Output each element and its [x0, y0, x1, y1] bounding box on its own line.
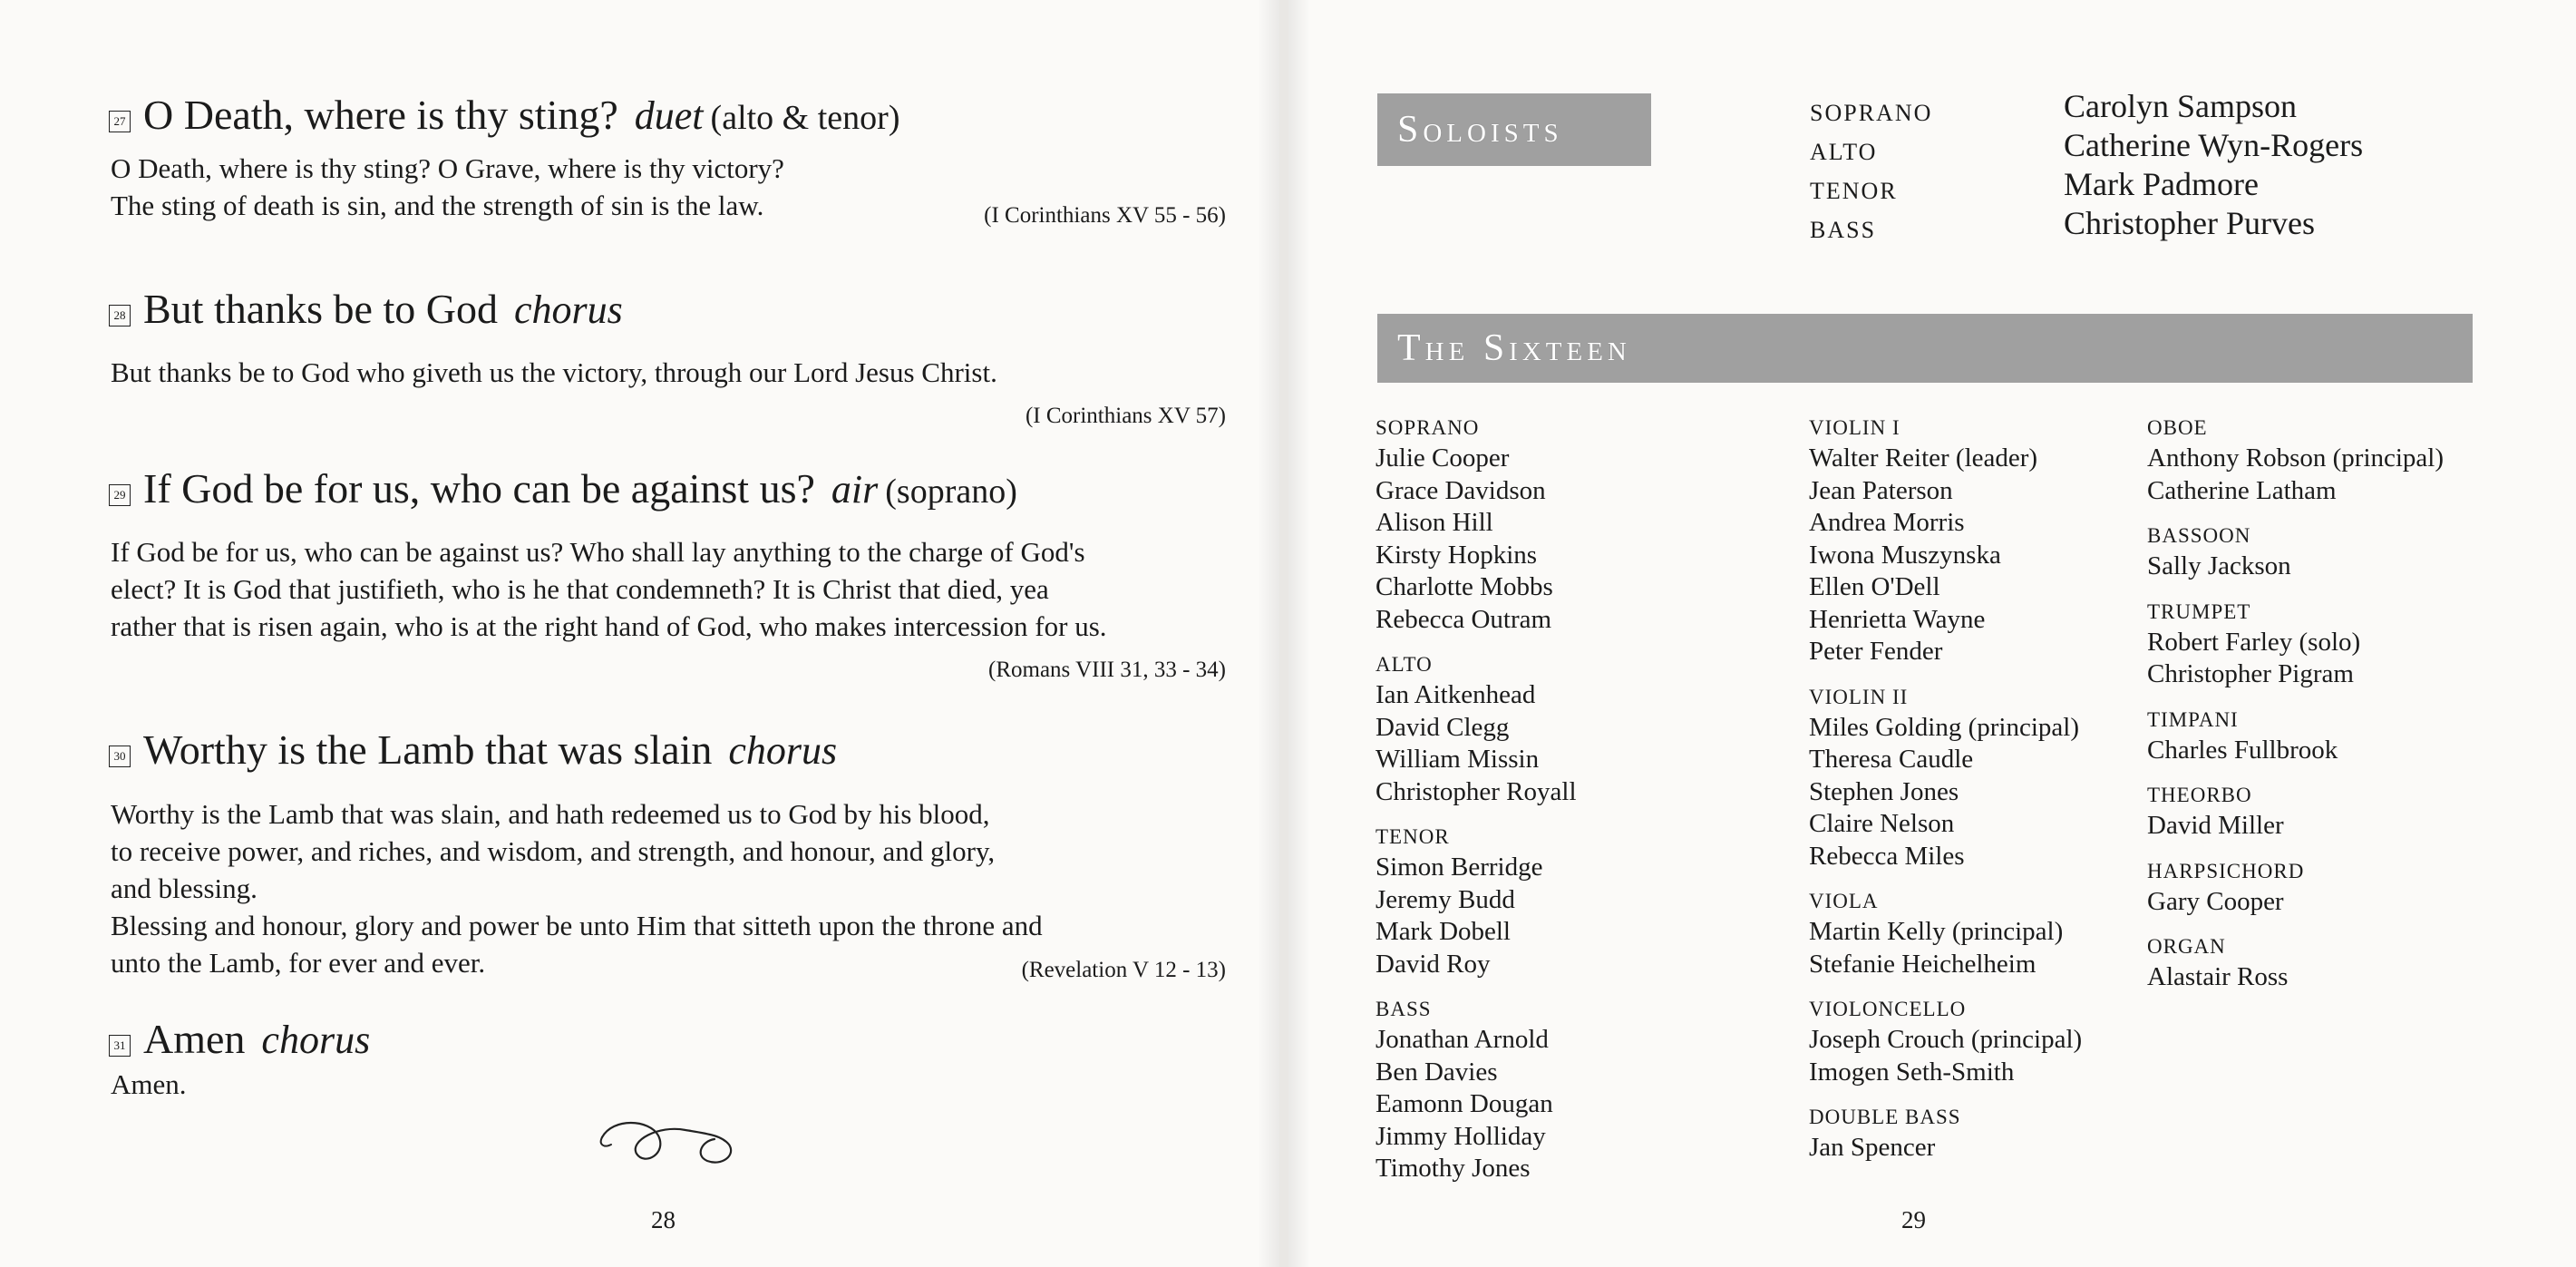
movement-kind: chorus	[261, 1018, 371, 1062]
performer-name: Alison Hill	[1375, 508, 1493, 537]
performer-name: Walter Reiter (leader)	[1809, 443, 2038, 473]
roster-section	[1809, 994, 2082, 1088]
movement-title: Amen	[143, 1016, 246, 1062]
performer-name: Ellen O'Dell	[1809, 572, 1940, 601]
roster-section	[1809, 886, 2082, 980]
movement-title: O Death, where is thy sting?	[143, 92, 618, 138]
section-heading: BASSOON	[2147, 524, 2251, 547]
performer-name: Simon Berridge	[1375, 853, 1543, 882]
roster-section	[2147, 705, 2444, 767]
performer-name: Grace Davidson	[1375, 475, 1546, 505]
performer-name: Charlotte Mobbs	[1375, 572, 1553, 601]
soloists-banner	[1377, 93, 1651, 166]
performer-name: Jonathan Arnold	[1375, 1025, 1549, 1054]
movement-text	[111, 1066, 1226, 1103]
movement-voices: (alto & tenor)	[710, 99, 900, 137]
section-heading: ALTO	[1375, 653, 1433, 676]
movement-text	[111, 533, 1226, 682]
page-number: 28	[651, 1206, 676, 1233]
scripture-reference: (I Corinthians XV 55 - 56)	[984, 203, 1226, 228]
performer-name: Ben Davies	[1375, 1057, 1498, 1087]
section-heading: THEORBO	[2147, 784, 2252, 806]
soloist-voice: SOPRANO	[1810, 100, 1933, 126]
performer-name: David Clegg	[1375, 712, 1510, 742]
performer-name: David Roy	[1375, 949, 1491, 979]
movement-number: 30	[109, 746, 131, 767]
roster-section	[1375, 413, 1577, 636]
ensemble-column-voices	[1375, 413, 1577, 1199]
performer-name: Christopher Pigram	[2147, 659, 2354, 688]
ensemble-banner	[1377, 314, 2473, 383]
text-line: Worthy is the Lamb that was slain, and hath redeemed us to God by his blood,	[111, 798, 990, 830]
performer-name: Sally Jackson	[2147, 551, 2291, 580]
performer-name: Claire Nelson	[1809, 809, 1955, 838]
movement-heading	[109, 465, 1017, 512]
section-heading: TENOR	[1375, 825, 1450, 848]
roster-section	[2147, 856, 2444, 919]
scripture-reference: (I Corinthians XV 57)	[1025, 404, 1226, 428]
performer-name: Ian Aitkenhead	[1375, 680, 1536, 709]
section-heading: VIOLIN I	[1809, 416, 1900, 439]
performer-name: Mark Dobell	[1375, 917, 1511, 946]
movement-heading	[109, 726, 838, 773]
section-heading: VIOLONCELLO	[1809, 998, 1967, 1020]
roster-section	[1375, 649, 1577, 808]
movement-voices: (soprano)	[885, 473, 1017, 511]
left-page	[0, 0, 1279, 1267]
performer-name: Rebecca Outram	[1375, 604, 1552, 634]
soloist-voice: TENOR	[1810, 178, 1898, 204]
movement-kind: chorus	[513, 288, 623, 332]
text-line: rather that is risen again, who is at the right hand of God, who makes intercession for us.	[111, 610, 1107, 642]
section-heading: VIOLA	[1809, 890, 1879, 912]
roster-section	[1375, 822, 1577, 980]
movement-heading	[109, 94, 899, 136]
section-heading: ORGAN	[2147, 935, 2226, 958]
performer-name: William Missin	[1375, 745, 1540, 774]
performer-name: Jimmy Holliday	[1375, 1121, 1546, 1151]
text-line: and blessing.	[111, 872, 258, 904]
performer-name: Jeremy Budd	[1375, 884, 1515, 914]
soloist-voice: ALTO	[1810, 139, 1878, 165]
performer-name: Imogen Seth-Smith	[1809, 1057, 2015, 1087]
performer-name: Theresa Caudle	[1809, 745, 1974, 774]
performer-name: Joseph Crouch (principal)	[1809, 1025, 2083, 1054]
soloist-name: Mark Padmore	[2064, 166, 2259, 202]
section-heading: SOPRANO	[1375, 416, 1480, 439]
roster-section	[2147, 597, 2444, 691]
page-number: 29	[1901, 1206, 1926, 1233]
text-line: to receive power, and riches, and wisdom, and strength, and honour, and glory,	[111, 835, 996, 867]
section-heading: BASS	[1375, 998, 1432, 1020]
performer-name: Jean Paterson	[1809, 475, 1953, 505]
performer-name: Miles Golding (principal)	[1809, 712, 2080, 742]
performer-name: Stephen Jones	[1809, 776, 1959, 806]
roster-section	[2147, 521, 2444, 583]
movement-title: But thanks be to God	[143, 286, 498, 332]
roster-section	[1809, 413, 2082, 668]
movement-number: 28	[109, 305, 131, 326]
roster-section	[2147, 413, 2444, 507]
text-line: elect? It is God that justifieth, who is he that condemneth? It is Christ that died, yea	[111, 573, 1049, 605]
performer-name: Charles Fullbrook	[2147, 735, 2338, 765]
text-line: If God be for us, who can be against us? Who shall lay anything to the charge of God's	[111, 536, 1085, 568]
spine-shadow	[1288, 0, 1310, 1267]
performer-name: Martin Kelly (principal)	[1809, 917, 2064, 946]
performer-name: Alastair Ross	[2147, 962, 2289, 991]
text-line: Amen.	[111, 1068, 187, 1100]
performer-name: Anthony Robson (principal)	[2147, 443, 2445, 473]
ensemble-heading: The Sixteen	[1397, 327, 1631, 369]
ensemble-column-winds-continuo	[2147, 413, 2444, 1008]
roster-section	[1809, 1102, 2082, 1165]
soloist-voices	[1810, 93, 1932, 249]
movement-text	[111, 150, 1226, 228]
movement-kind: air	[831, 467, 879, 512]
section-heading: HARPSICHORD	[2147, 859, 2305, 882]
performer-name: Catherine Latham	[2147, 475, 2337, 505]
roster-section	[1375, 994, 1577, 1185]
performer-name: Julie Cooper	[1375, 443, 1510, 473]
section-heading: DOUBLE BASS	[1809, 1106, 1961, 1128]
movement-number: 29	[109, 484, 131, 506]
performer-name: Kirsty Hopkins	[1375, 540, 1538, 570]
soloist-voice: BASS	[1810, 217, 1877, 243]
performer-name: Robert Farley (solo)	[2147, 627, 2361, 657]
section-heading: TIMPANI	[2147, 707, 2239, 731]
section-heading: TRUMPET	[2147, 599, 2251, 623]
movement-title: If God be for us, who can be against us?	[143, 465, 815, 512]
performer-name: Andrea Morris	[1809, 508, 1965, 537]
soloist-name: Christopher Purves	[2064, 205, 2315, 241]
performer-name: Eamonn Dougan	[1375, 1089, 1553, 1118]
roster-section	[2147, 780, 2444, 843]
performer-name: Jan Spencer	[1809, 1133, 1936, 1162]
soloists-heading: Soloists	[1397, 109, 1563, 151]
text-line: But thanks be to God who giveth us the victory, through our Lord Jesus Christ.	[111, 356, 997, 388]
movement-text	[111, 354, 1226, 428]
scripture-reference: (Romans VIII 31, 33 - 34)	[988, 658, 1226, 682]
text-line: The sting of death is sin, and the strength of sin is the law.	[111, 190, 764, 221]
movement-kind: duet	[634, 93, 704, 138]
roster-section	[2147, 931, 2444, 994]
ensemble-column-strings	[1809, 413, 2082, 1178]
movement-kind: chorus	[728, 728, 838, 773]
movement-heading	[109, 1018, 370, 1060]
text-line: unto the Lamb, for ever and ever.	[111, 947, 486, 979]
section-heading: VIOLIN II	[1809, 685, 1909, 708]
soloist-names	[2064, 87, 2363, 243]
movement-text	[111, 795, 1226, 981]
performer-name: Rebecca Miles	[1809, 841, 1965, 871]
performer-name: Stefanie Heichelheim	[1809, 949, 2036, 979]
scripture-reference: (Revelation V 12 - 13)	[1021, 958, 1226, 982]
performer-name: Iwona Muszynska	[1809, 540, 2001, 570]
text-line: Blessing and honour, glory and power be unto Him that sitteth upon the throne and	[111, 910, 1043, 941]
soloist-name: Carolyn Sampson	[2064, 88, 2297, 124]
performer-name: Peter Fender	[1809, 637, 1943, 666]
spine-shadow	[1258, 0, 1279, 1267]
movement-heading	[109, 288, 623, 330]
section-heading: OBOE	[2147, 416, 2208, 439]
flourish-ornament	[595, 1108, 749, 1172]
roster-section	[1809, 682, 2082, 873]
movement-number: 27	[109, 111, 131, 132]
performer-name: Christopher Royall	[1375, 776, 1577, 806]
right-page	[1288, 0, 2576, 1267]
soloist-name: Catherine Wyn-Rogers	[2064, 127, 2364, 163]
performer-name: Henrietta Wayne	[1809, 604, 1986, 634]
performer-name: David Miller	[2147, 811, 2284, 840]
performer-name: Timothy Jones	[1375, 1154, 1531, 1183]
performer-name: Gary Cooper	[2147, 886, 2284, 916]
movement-title: Worthy is the Lamb that was slain	[143, 726, 713, 773]
movement-number: 31	[109, 1035, 131, 1057]
text-line: O Death, where is thy sting? O Grave, where is thy victory?	[111, 152, 784, 184]
